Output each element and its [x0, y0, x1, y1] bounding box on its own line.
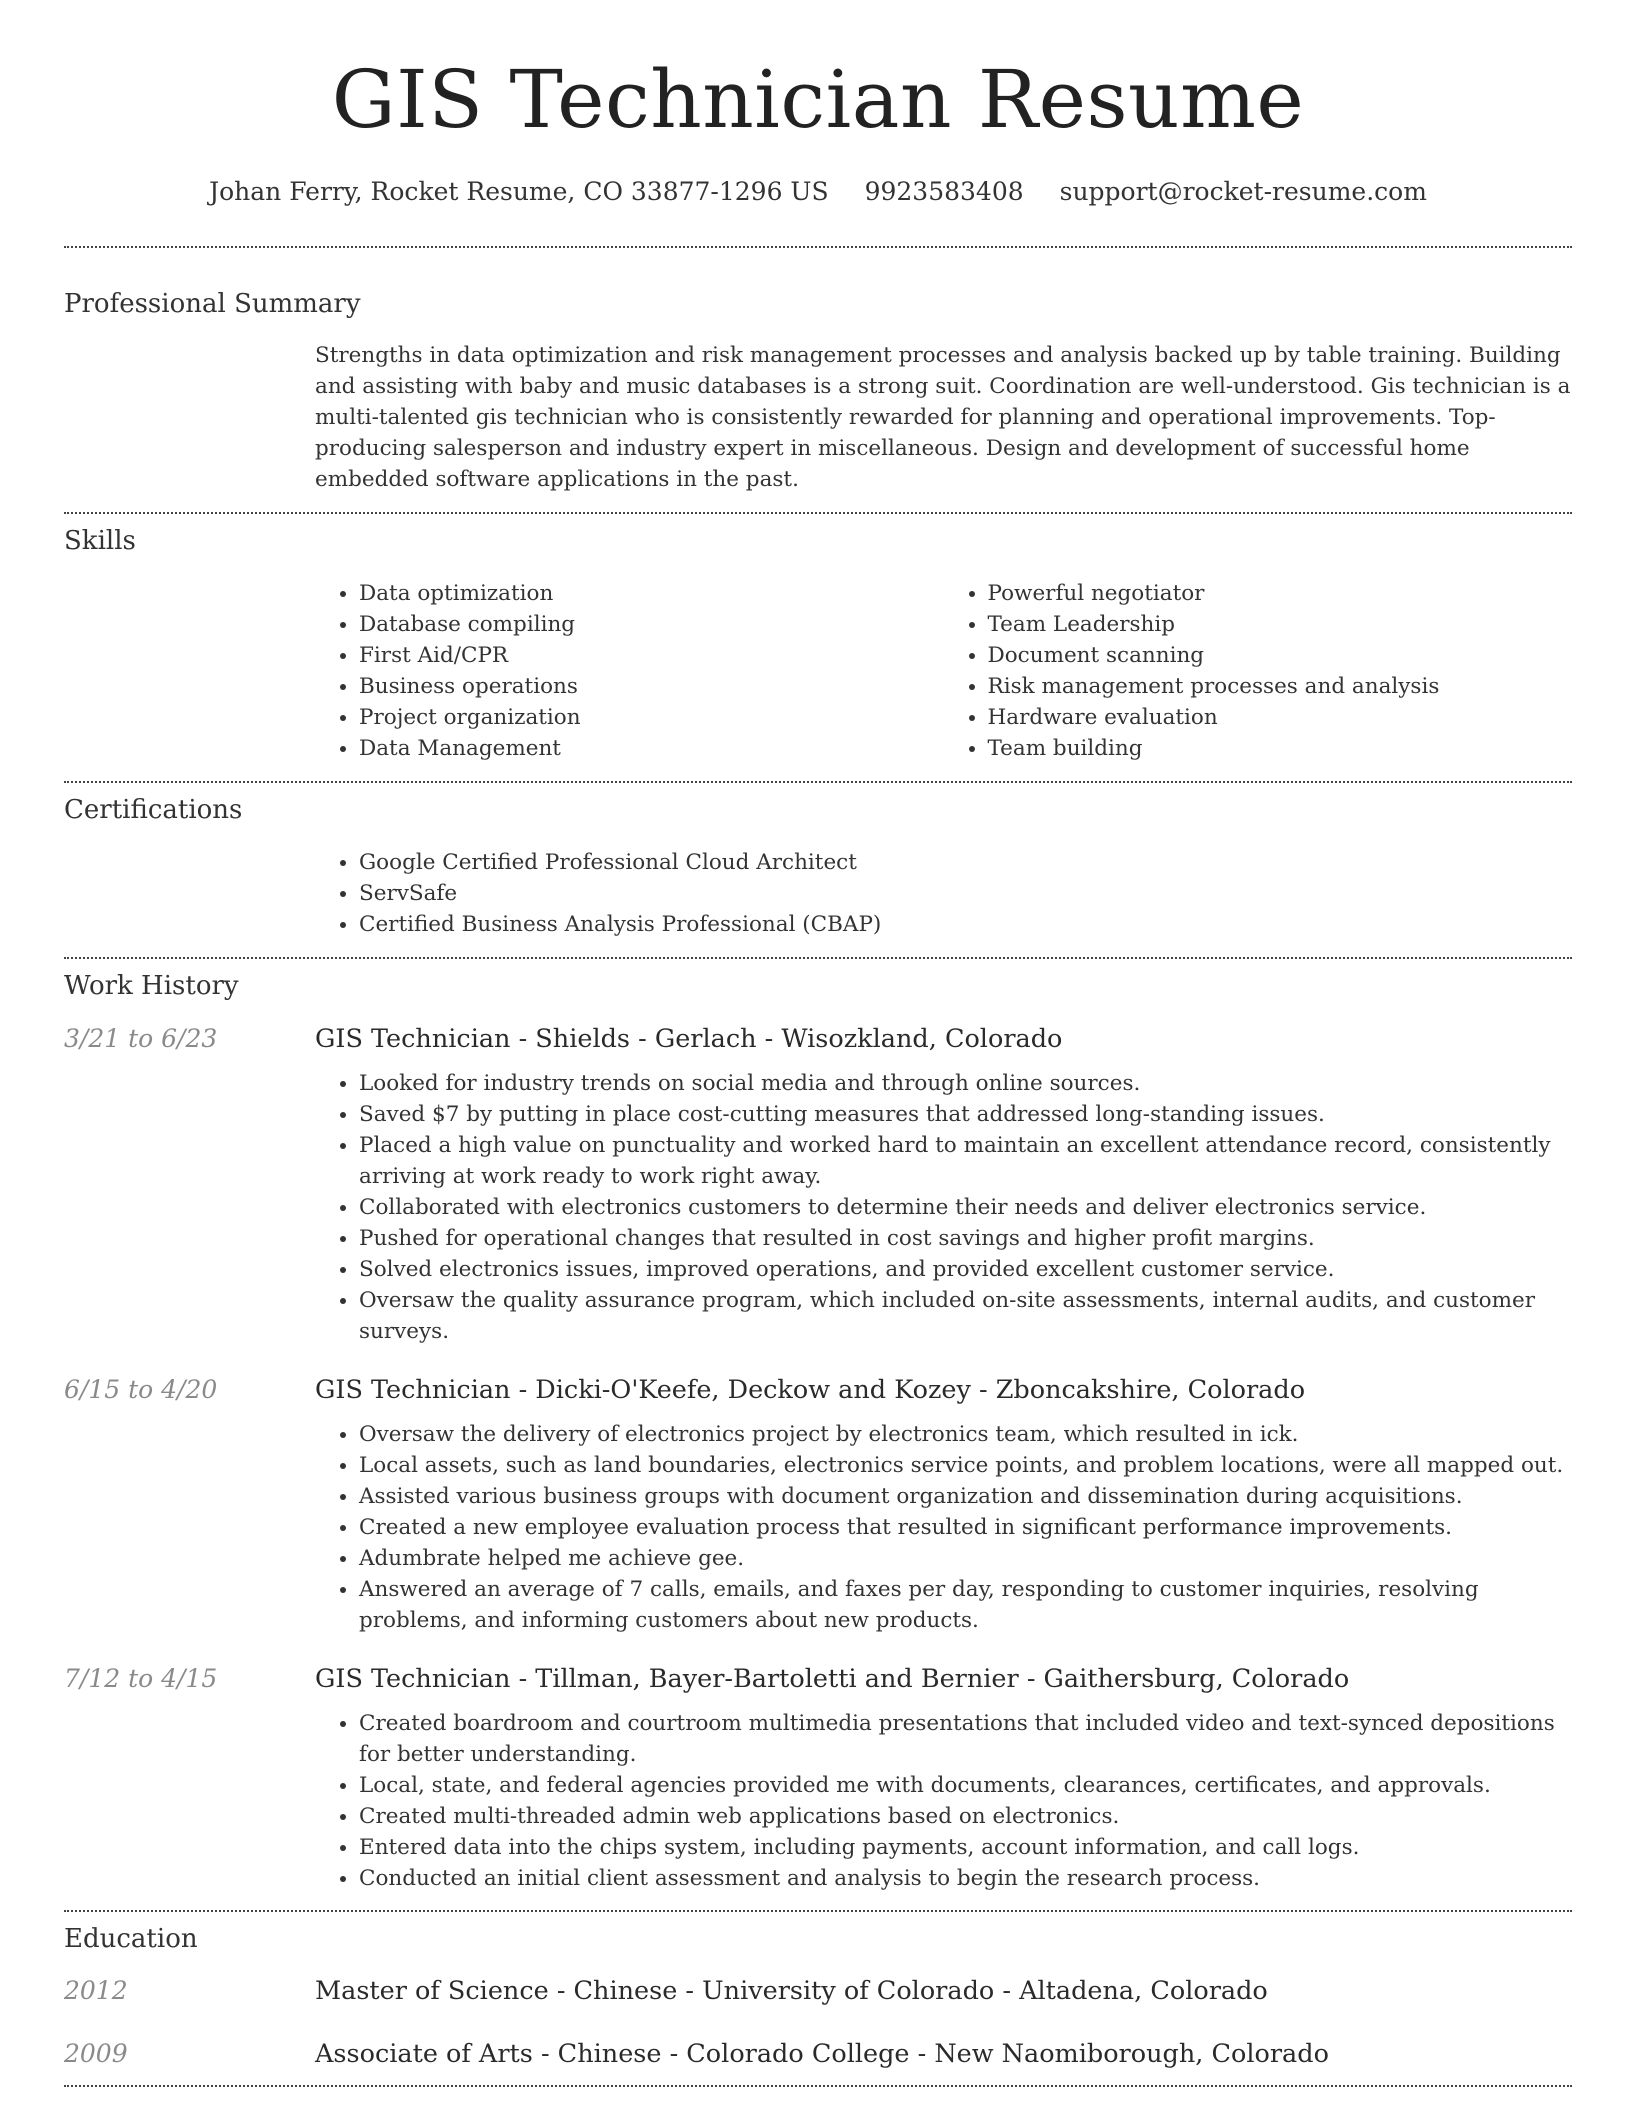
certification-item: • Certified Business Analysis Professional (CBAP) [359, 909, 1572, 940]
job-details [315, 1068, 1572, 1347]
skill-item: • Team building [988, 733, 1573, 764]
job-bullet: • Conducted an initial client assessment and analysis to begin the research process. [359, 1863, 1572, 1894]
skills-section [64, 514, 1572, 764]
education-section [64, 1912, 1572, 2070]
job-dates: 6/15 to 4/20 [64, 1374, 218, 1404]
job-header [64, 1375, 1572, 1405]
job-bullet: • Collaborated with electronics customers to determine their needs and deliver electronics service. [359, 1192, 1572, 1223]
skill-item: • Data Management [359, 733, 944, 764]
job-title: GIS Technician - Tillman, Bayer-Bartoletti and Bernier - Gaithersburg, Colorado [315, 1663, 1350, 1694]
job-bullet: • Created boardroom and courtroom multimedia presentations that included video and text-synced depositions for better understanding. [359, 1708, 1572, 1770]
skill-item: • Risk management processes and analysis [988, 671, 1573, 702]
education-heading: Education [64, 1923, 198, 1954]
skill-item: • Data optimization [359, 578, 944, 609]
work-history-heading: Work History [64, 970, 239, 1001]
job-entry [64, 1375, 1572, 1636]
job-details [315, 1708, 1572, 1894]
certifications-content [315, 847, 1572, 940]
education-degree: Master of Science - Chinese - University of Colorado - Altadena, Colorado [315, 1976, 1268, 2007]
education-year: 2009 [64, 2039, 128, 2069]
job-bullet: • Oversaw the quality assurance program, which included on-site assessments, internal audits, and customer surveys. [359, 1285, 1572, 1347]
skill-item: • Business operations [359, 671, 944, 702]
job-entry [64, 1664, 1572, 1894]
job-bullet: • Placed a high value on punctuality and worked hard to maintain an excellent attendance record, consistently arriving at work ready to work right away. [359, 1130, 1572, 1192]
contact-line [64, 176, 1572, 209]
skill-item: • Team Leadership [988, 609, 1573, 640]
certifications-section [64, 783, 1572, 940]
skill-item: • Document scanning [988, 640, 1573, 671]
job-bullet: • Answered an average of 7 calls, emails, and faxes per day, responding to customer inquiries, resolving problems, and informing customers about new products. [359, 1574, 1572, 1636]
skill-item: • Project organization [359, 702, 944, 733]
job-bullet: • Created multi-threaded admin web applications based on electronics. [359, 1801, 1572, 1832]
job-bullet: • Oversaw the delivery of electronics project by electronics team, which resulted in ick. [359, 1419, 1572, 1450]
skill-item: • Database compiling [359, 609, 944, 640]
certification-item: • ServSafe [359, 878, 1572, 909]
contact-email: support@rocket-resume.com [1059, 177, 1427, 206]
job-header [64, 1024, 1572, 1054]
job-title: GIS Technician - Dicki-O'Keefe, Deckow and Kozey - Zboncakshire, Colorado [315, 1374, 1306, 1405]
job-bullet: • Saved $7 by putting in place cost-cutting measures that addressed long-standing issues. [359, 1099, 1572, 1130]
resume-page [64, 0, 1572, 2087]
job-title: GIS Technician - Shields - Gerlach - Wisozkland, Colorado [315, 1023, 1063, 1054]
summary-section [64, 248, 1572, 496]
job-bullet: • Adumbrate helped me achieve gee. [359, 1543, 1572, 1574]
job-bullet: • Local assets, such as land boundaries, electronics service points, and problem locations, were all mapped out. [359, 1450, 1572, 1481]
education-degree: Associate of Arts - Chinese - Colorado College - New Naomiborough, Colorado [315, 2039, 1329, 2070]
summary-text: Strengths in data optimization and risk management processes and analysis backed up by table training. Building and assisting with baby and music databases is a strong suit. Coordination are well-understood. Gis technician is a multi-talented gis technician who is consistently rewarded for planning and operational improvements. Top-producing salesperson and industry expert in miscellaneous. Design and development of successful home embedded software applications in the past. [315, 343, 1571, 493]
job-bullet: • Pushed for operational changes that resulted in cost savings and higher profit margins. [359, 1223, 1572, 1254]
job-dates: 7/12 to 4/15 [64, 1663, 218, 1693]
certification-item: • Google Certified Professional Cloud Architect [359, 847, 1572, 878]
job-bullet: • Local, state, and federal agencies provided me with documents, clearances, certificates, and approvals. [359, 1770, 1572, 1801]
job-bullet: • Solved electronics issues, improved operations, and provided excellent customer service. [359, 1254, 1572, 1285]
education-entry [64, 1976, 1572, 2006]
job-dates: 3/21 to 6/23 [64, 1023, 218, 1053]
job-bullets [315, 1419, 1572, 1636]
divider [64, 2085, 1572, 2087]
work-history-section [64, 959, 1572, 1894]
skills-heading: Skills [64, 526, 136, 557]
contact-phone: 9923583408 [864, 177, 1024, 206]
skills-list-right [944, 578, 1573, 764]
skill-item: • Hardware evaluation [988, 702, 1573, 733]
resume-title: GIS Technician Resume [331, 53, 1305, 146]
job-bullet: • Assisted various business groups with document organization and dissemination during acquisitions. [359, 1481, 1572, 1512]
job-bullets [315, 1708, 1572, 1894]
contact-address: Johan Ferry, Rocket Resume, CO 33877-1296 US [209, 177, 829, 206]
skills-grid [315, 578, 1572, 764]
job-details [315, 1419, 1572, 1636]
skill-item: • Powerful negotiator [988, 578, 1573, 609]
job-bullet: • Looked for industry trends on social media and through online sources. [359, 1068, 1572, 1099]
job-entry [64, 1024, 1572, 1347]
certifications-heading: Certifications [64, 795, 243, 826]
certifications-list [315, 847, 1572, 940]
skill-item: • First Aid/CPR [359, 640, 944, 671]
job-bullet: • Entered data into the chips system, including payments, account information, and call logs. [359, 1832, 1572, 1863]
skills-list-left [315, 578, 944, 764]
job-header [64, 1664, 1572, 1694]
job-bullet: • Created a new employee evaluation process that resulted in significant performance improvements. [359, 1512, 1572, 1543]
education-year: 2012 [64, 1976, 128, 2006]
job-bullets [315, 1068, 1572, 1347]
education-entry [64, 2039, 1572, 2069]
summary-heading: Professional Summary [64, 288, 361, 319]
